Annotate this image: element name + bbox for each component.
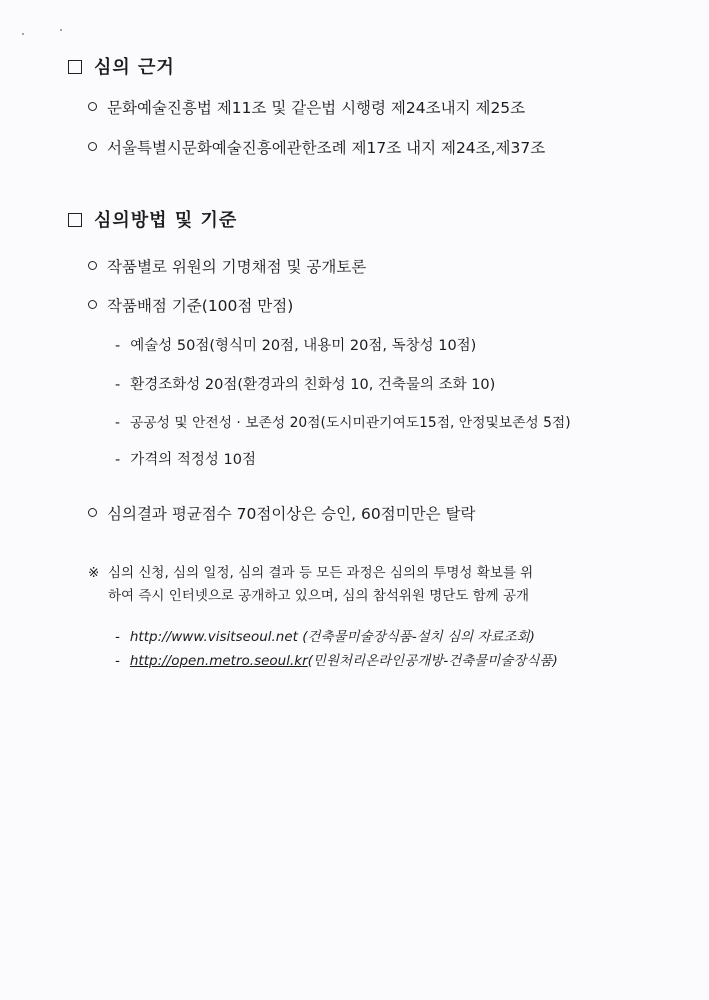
result-item xyxy=(88,502,475,524)
result-text: 심의결과 평균점수 70점이상은 승인, 60점미만은 탈락 xyxy=(107,505,476,523)
reference-mark: ※ xyxy=(88,565,100,581)
dash-bullet: - xyxy=(115,452,121,468)
note-block xyxy=(88,562,533,608)
section-heading-method xyxy=(68,206,237,232)
note-line-1: 심의 신청, 심의 일정, 심의 결과 등 모든 과정은 심의의 투명성 확보를 위 xyxy=(108,565,534,581)
criterion-4 xyxy=(115,448,256,469)
note-line-2: 하여 즉시 인터넷으로 공개하고 있으며, 심의 참석위원 명단도 함께 공개 xyxy=(108,588,530,604)
visitseoul-link[interactable]: http://www.visitseoul.net xyxy=(129,629,298,645)
scan-speck xyxy=(22,33,24,35)
method-item-text: 작품배점 기준(100점 만점) xyxy=(107,297,294,315)
criterion-2 xyxy=(115,373,495,394)
link-row-2 xyxy=(115,649,558,669)
circle-bullet-icon xyxy=(88,508,97,517)
link-row-1 xyxy=(115,625,535,645)
basis-item-1 xyxy=(88,96,525,118)
checkbox-square-icon xyxy=(68,60,82,74)
method-item-text: 작품별로 위원의 기명채점 및 공개토론 xyxy=(107,258,367,276)
criterion-text: 예술성 50점(형식미 20점, 내용미 20점, 독창성 10점) xyxy=(130,338,477,354)
section-heading-basis xyxy=(68,53,175,79)
circle-bullet-icon xyxy=(88,142,97,151)
dash-bullet: - xyxy=(115,415,120,431)
basis-item-2 xyxy=(88,136,545,158)
criterion-text: 가격의 적정성 10점 xyxy=(130,452,256,468)
dash-bullet: - xyxy=(115,338,121,354)
link-description: (민원처리온라인공개방-건축물미술장식품) xyxy=(307,653,558,669)
method-item-1 xyxy=(88,255,366,277)
section-title: 심의 근거 xyxy=(94,57,175,78)
criterion-1 xyxy=(115,334,476,355)
method-item-2 xyxy=(88,294,293,316)
link-description: (건축물미술장식품-설치 심의 자료조회) xyxy=(302,629,535,645)
section-title: 심의방법 및 기준 xyxy=(94,210,238,231)
basis-item-text: 문화예술진흥법 제11조 및 같은법 시행령 제24조내지 제25조 xyxy=(107,99,526,117)
dash-bullet: - xyxy=(115,377,121,393)
dash-bullet: - xyxy=(115,629,120,645)
dash-bullet: - xyxy=(115,653,120,669)
open-metro-link[interactable]: http://open.metro.seoul.kr xyxy=(129,653,308,669)
circle-bullet-icon xyxy=(88,300,97,309)
scan-speck xyxy=(60,29,62,31)
criterion-text: 환경조화성 20점(환경과의 친화성 10, 건축물의 조화 10) xyxy=(130,377,496,393)
basis-item-text: 서울특별시문화예술진흥에관한조례 제17조 내지 제24조,제37조 xyxy=(107,139,546,157)
criterion-text: 공공성 및 안전성 · 보존성 20점(도시미관기여도15점, 안정및보존성 5점) xyxy=(129,415,571,431)
criterion-3 xyxy=(115,411,571,431)
circle-bullet-icon xyxy=(88,102,97,111)
circle-bullet-icon xyxy=(88,261,97,270)
checkbox-square-icon xyxy=(68,213,82,227)
